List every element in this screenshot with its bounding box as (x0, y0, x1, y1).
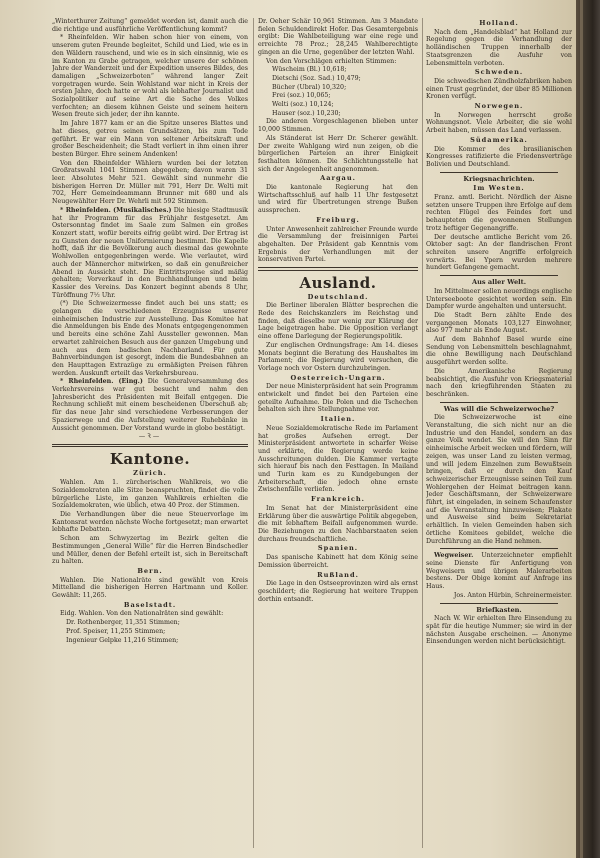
bern-paragraph: Wahlen. Die Nationalräte sind gewählt von Kreis Mittelland die bisherigen Herren Hartmann und Koller. Gewählt: 11,265. (52, 576, 248, 600)
double-rule (52, 444, 248, 448)
war-paragraph-2: Der deutsche amtliche Bericht vom 26. Oktober sagt: An der flandrischen Front schreiten unsere Angriffe erfolgreich vorwärts. Bei Ypern wurden mehrere hundert Gefangene gemacht. (426, 233, 572, 272)
vote-line-5: Welti (soz.) 10,124; (272, 101, 334, 109)
double-rule-2 (258, 267, 418, 271)
world-paragraph-4: Die Amerikanische Regierung beabsichtigt, die Ausfuhr von Kriegsmaterial nach den kriegführenden Staaten zu beschränken. (426, 367, 572, 398)
subheading-aargau: Aargau. (320, 174, 356, 183)
section-heading-ausland: Ausland. (299, 273, 377, 292)
results-paragraph-2: Die anderen Vorgeschlagenen blieben unter 10,000 Stimmen. (258, 118, 418, 134)
column-left (52, 18, 248, 848)
vote-line-2: Dietschi (Soz. Sad.) 10,479; (272, 74, 361, 82)
name-line-2: Prof. Speiser, 11,255 Stimmen; (66, 627, 166, 635)
subheading-zuerich: Zürich. (133, 469, 167, 478)
music-paragraph: Die hiesige Stadtmusik hat ihr Programm für das Frühjahr festgesetzt. Am Ostersonntag findet im Saale zum Salmen ein großes Konzert statt, wofür bereits eifrig geübt wird. Der Ertrag ist zu Gunsten der neuen Uniformierung bestimmt. Die Kapelle hofft, daß ihr die Bevölkerung auch diesmal das gewohnte Wohlwollen entgegenbringen werde. Wie verlautet, wird auch der Männerchor mitwirken, so daß ein genußreicher Abend in Aussicht steht. Die Eintrittspreise sind mäßig gehalten; Vorverkauf in den Buchhandlungen und beim Kassier des Vereins. Das Konzert beginnt abends 8 Uhr, Türöffnung 7½ Uhr. (52, 206, 248, 299)
section-heading-kantone: Kantone. (109, 450, 191, 469)
column-rule-2 (422, 18, 423, 848)
subheading-kriegsnachrichten: Kriegsnachrichten. (463, 174, 535, 183)
subheading-deutschland: Deutschland. (307, 292, 369, 301)
swissweek-paragraph: Die Schweizerwoche ist eine Veranstaltung, die sich nicht nur an die Industrie und den Handel, sondern an das ganze Volk wendet. Sie will den Sinn für einheimische Arbeit wecken und fördern, will zeigen, was unser Land zu leisten vermag, und will jedem Einzelnen zum Bewußtsein bringen, daß er durch den Kauf schweizerischer Erzeugnisse seinen Teil zum Wohlergehen der Heimat beitragen kann. Jeder Geschäftsmann, der Schweizerware führt, ist eingeladen, in seinem Schaufenster auf die Veranstaltung hinzuweisen; Plakate und Ausweise sind beim Sekretariat erhältlich. In vielen Gemeinden haben sich örtliche Komitees gebildet, welche die Durchführung an die Hand nehmen. (426, 414, 572, 545)
germany-paragraph-2: Zur englischen Ordnungsfrage: Am 14. dieses Monats beginnt die Beratung des Haushaltes im Parlament; die Regierung wird versuchen, die Vorlage noch vor Ostern durchzubringen. (258, 341, 418, 372)
world-paragraph: Im Mittelmeer sollen neuerdings englische Unterseeboote gesichtet worden sein. Ein Dampfer wurde angehalten und untersucht. (426, 287, 572, 311)
subheading-im-westen: Im Westen. (473, 184, 525, 193)
subheading-oesterreich: Oesterreich-Ungarn. (290, 373, 386, 382)
election-paragraph: Von den Rheinfelder Wählern wurden bei der letzten Großratswahl 1041 Stimmen abgegeben; davon waren 31 leer. Absolutes Mehr 521. Gewählt sind nunmehr die bisherigen Herren Dr. Müller mit 791, Herr Dr. Welti mit 702, Herr Gemeindeammann Brunner mit 680 und als Neugewählter Herr Dr. Wehrli mit 592 Stimmen. (52, 159, 248, 206)
zurich-paragraph-3: Schon am Schwyzertag im Bezirk gelten die Bestimmungen „General Wille“ für die Herren Bindschedler und Müller, denen der Befehl erteilt ist, sich in Bereitschaft zu halten. (52, 535, 248, 566)
separator-ornament: —Ꝛ— (138, 433, 162, 441)
zurich-paragraph-2: Die Verhandlungen über die neue Steuervorlage im Kantonsrat werden nächste Woche fortgesetzt; man erwartet lebhafte Debatten. (52, 510, 248, 534)
assembly-paragraph: Die Generalversammlung des Verkehrsvereins war gut besucht und nahm den Jahresbericht des Präsidenten mit Beifall entgegen. Die Rechnung schließt mit einem bescheidenen Überschuß ab; für das neue Jahr sind verschiedene Verbesserungen der Spazierwege und die Aufstellung weiterer Ruhebänke in Aussicht genommen. Der Vorstand wurde in globo bestätigt. (52, 378, 248, 432)
norway-paragraph: In Norwegen herrscht große Wohnungsnot. Viele Arbeiter, die sie wohl Arbeit haben, müssen das Land verlassen. (426, 111, 572, 135)
zurich-paragraph: Wahlen. Am 1. zürcherischen Wahlkreis, wo die Sozialdemokraten alle Sitze beanspruchten, findet die volle bürgerliche Liste, im ganzen Wahlkreis erhielten die Sozialdemokraten, wie üblich, etwa 40 Proz. der Stimmen. (52, 479, 248, 510)
subheading-schweizerwoche: Was will die Schweizerwoche? (443, 404, 555, 413)
italy-paragraph: Neue Sozialdemokratische Rede im Parlament hat großes Aufsehen erregt. Der Ministerpräsident antwortete in scharfer Weise und erklärte, die Regierung werde keine Ausschreitungen dulden. Die Kammer vertagte sich hierauf bis nach den Festtagen. In Mailand und Turin kam es zu Kundgebungen der Arbeiterschaft, die jedoch ohne ernste Zwischenfälle verliefen. (258, 424, 418, 494)
name-line-1: Dr. Rothenberger, 11,351 Stimmen; (66, 619, 180, 627)
france-paragraph: Im Senat hat der Ministerpräsident eine Erklärung über die auswärtige Politik abgegeben, die mit lebhaftem Beifall aufgenommen wurde. Die Beziehungen zu den Nachbarstaaten seien durchaus freundschaftliche. (258, 504, 418, 543)
council-paragraph: Als Ständerat ist Herr Dr. Scherer gewählt. Der zweite Wahlgang wird nun zeigen, ob die bürgerlichen Parteien an ihrer Einigkeit festhalten können. Die Schlichtungsstelle hat sich der Angelegenheit angenommen. (258, 134, 418, 173)
vote-line-3: Bücher (Ubral) 10,320; (272, 83, 347, 91)
subheading-frankreich: Frankreich. (311, 495, 365, 504)
world-paragraph-3: Auf dem Bahnhof Basel wurde eine Sendung von Lebensmitteln beschlagnahmt, die ohne Bewilligung nach Deutschland ausgeführt werden sollte. (426, 336, 572, 367)
results-paragraph: Dr. Oeher Schär 10,961 Stimmen. Am 3 Mandate fielen Schuldendirekt Hofer. Das Gesamtergebnis ergibt: Die Wahlbeteiligung war eine rege und erreichte 78 Proz.; 28,245 Wahlberechtigte gingen an die Urne, gegenüber der letzten Wahl. (258, 18, 418, 56)
southamerica-paragraph: Die Kommer des brasilianischen Kongresses ratifizierte die Friedensverträge Bolivien und Deutschland. (426, 145, 572, 168)
vote-line-6: Hauser (soz.) 10,230; (272, 109, 341, 117)
subheading-schweden: Schweden. (474, 68, 524, 77)
vote-line-4: Frei (soz.) 10,065; (272, 92, 331, 100)
subheading-baselstadt: Baselstadt. (123, 600, 177, 609)
austria-paragraph: Der neue Ministerpräsident hat sein Programm entwickelt und findet bei den Parteien eine geteilte Aufnahme. Die Polen und die Tschechen behalten sich ihre Stellungnahme vor. (258, 383, 418, 414)
vote-line-1: Wüscheim (Bl.) 10,618; (272, 66, 347, 74)
subheading-norwegen: Norwegen. (474, 102, 524, 111)
rule-separator (440, 172, 558, 173)
name-line-3: Ingenieur Gelpke 11,216 Stimmen; (66, 636, 179, 644)
rule-separator-3 (440, 402, 558, 403)
fair-paragraph: (*) Die Schweizermesse findet auch bei uns statt; es gelangen die verschiedenen Erzeugnisse unserer einheimischen Industrie zur Ausstellung. Das Komitee hat die Anmeldungen bis Ende des Monats entgegengenommen und bereits eine schöne Zahl Aussteller gewonnen. Man erwartet zahlreichen Besuch aus der ganzen Umgebung und auch aus dem badischen Nachbarland. Für gute Bahnverbindungen ist gesorgt, indem die Bundesbahnen an den Haupttagen Extrazüge zu ermäßigten Preisen führen werden. Auskunft erteilt das Verkehrsbureau. (52, 300, 248, 377)
basel-paragraph: Eidg. Wahlen. Von den Nationalräten sind gewählt: (60, 610, 224, 618)
book-spine (576, 0, 600, 858)
subheading-briefkasten: Briefkasten. (476, 605, 522, 614)
subheading-russland: Rußland. (317, 570, 359, 579)
obituary-paragraph: * Rheinfelden. Wir haben schon hier von einem, von unserem guten Freunde begleitet, Schild und Lied, wie es in den Wäldern rauschend, und wie es in sich einsinnig, wie es im Kanton zu Grabe getragen, welcher unsere der schönen Jahre der Wanderzeit und der Expedition unseres Bildes, des damaligen „Schweizerboten“ während langer Zeit vorgetragen wurde. Sein Wohlstand war nicht in Kreis der ersten Jahre, doch hatte er wohl als lebhafter Journalist und Sozialpolitiker auf seine Art die Sache des Volkes verfochten; an diesem kühnen Geiste und seinem heitern Wesen freute sich jeder, der ihn kannte. (52, 34, 248, 119)
letterbox-paragraph: Nach W. Wir erhielten Ihre Einsendung zu spät für die heutige Nummer; sie wird in der nächsten Ausgabe erscheinen. — Anonyme Einsendungen werden nicht berücksichtigt. (426, 615, 572, 646)
intro-paragraph: „Winterthurer Zeitung“ gemeldet worden ist, damit auch die die richtige und ausführliche Veröffentlichung kommt? (52, 18, 248, 33)
aargau-paragraph: Die kantonale Regierung hat den Wirtschaftsschluß auf halb 11 Uhr festgesetzt und wird für Übertretungen strenge Bußen aussprechen. (258, 184, 418, 215)
russia-paragraph: Die Lage in den Ostseeprovinzen wird als ernst geschildert; die Regierung hat weitere Truppen dorthin entsandt. (258, 580, 418, 603)
rule-separator-2 (440, 275, 558, 276)
subheading-bern: Bern. (137, 566, 163, 575)
freiburg-paragraph: Unter Anwesenheit zahlreicher Freunde wurde die Versammlung der freisinnigen Partei abgehalten. Der Präsident gab Kenntnis vom Ergebnis der Verhandlungen mit der konservativen Partei. (258, 225, 418, 264)
votes-intro: Von den Vorschlägen erhielten Stimmen: (266, 57, 397, 65)
rule-separator-4 (440, 548, 558, 549)
subheading-spanien: Spanien. (317, 544, 359, 553)
subheading-freiburg: Freiburg. (316, 215, 360, 224)
war-paragraph: Franz. amtl. Bericht. Nördlich der Aisne setzten unsere Truppen ihre Erfolge auf dem rechten Flügel des Feindes fort und behaupteten die gewonnenen Stellungen trotz heftiger Gegenangriffe. (426, 194, 572, 232)
column-rule-1 (253, 18, 254, 848)
holland-paragraph: Nach dem „Handelsblad“ hat Holland zur Regelung gegen die Verhandlung der holländischen Truppen innerhalb der Staatsgrenzen die Ausfuhr von Lebensmitteln verboten. (426, 28, 572, 67)
world-paragraph-2: Die Stadt Bern zählte Ende des vergangenen Monats 103,127 Einwohner, also 977 mehr als Ende August. (426, 311, 572, 335)
obituary-paragraph-2: Im Jahre 1877 kam er an die Spitze unseres Blattes und hat dieses, getreu seinen Grundsätzen, bis zum Tode geführt. Er war ein Mann von seltener Arbeitskraft und großer Bescheidenheit; die Stadt verliert in ihm einen ihrer besten Bürger. Ehre seinem Andenken! (52, 120, 248, 158)
signature-line: Jos. Anton Hürbin, Schreinermeister. (453, 591, 572, 599)
byline-eing: * Rheinfelden. (Eing.) (60, 378, 143, 386)
subheading-suedamerika: Südamerika. (470, 135, 528, 144)
sweden-paragraph: Die schwedischen Zündholzfabriken haben einen Trust gegründet, der über 85 Millionen Kronen verfügt. (426, 77, 572, 101)
rule-separator-5 (440, 603, 558, 604)
signpost-paragraph: Unterzeichneter empfiehlt seine Dienste für Anfertigung von Wegweisern und übrigen Malerarbeiten bestens. Der Obige kommt auf Anfrage ins Haus. (426, 552, 572, 591)
column-middle (258, 18, 418, 848)
subheading-aus-aller-welt: Aus aller Welt. (471, 278, 527, 287)
germany-paragraph: Die Berliner liberalen Blätter besprechen die Rede des Reichskanzlers im Reichstag und finden, daß dieselbe nur wenig zur Klärung der Lage beigetragen habe. Die Opposition verlangt eine offene Darlegung der Regierungspolitik. (258, 302, 418, 341)
subheading-italien: Italien. (320, 415, 356, 424)
subheading-holland: Holland. (479, 19, 519, 27)
column-right (426, 18, 572, 848)
byline-music: * Rheinfelden. (Musikalisches.) (60, 206, 172, 214)
spain-paragraph: Das spanische Kabinett hat dem König seine Demission überreicht. (258, 554, 418, 569)
subheading-wegweiser: Wegweiser. (434, 552, 474, 560)
